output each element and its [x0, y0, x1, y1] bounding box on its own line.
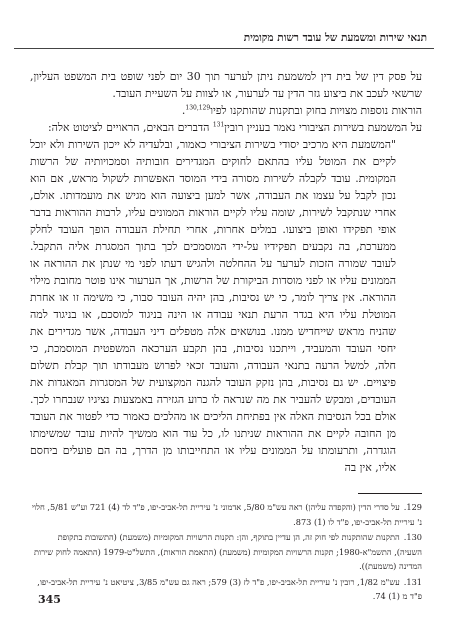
footnote-text: עש"מ 1/82, רובין נ' עיריית תל-אביב-יפו, פ"ד לז (3) 579; ראה גם עש"מ 3/85, ציטיאט נ' עיריית תל-אביב-יפו, פ"ד מ (1) 74.: [37, 576, 422, 601]
block-quote: "המשמעת היא מרכיב יסודי בשירות הציבורי כאמור, ובלעדיה לא ייכון השירות ולא יוכל לקיים את המוטל עליו בהתאם לחוקים המגדירים חובותיה וסמכויותיה של הרשות המקומית. עובד לקבלה לשירות מסורה בידי המוסד האפשרות לשקול מראש, אם הוא נכון לקבל על עצמו את העבודה, אשר למען ביצועה הוא מגיש את מועמדותו. אולם, אחרי שנתקבל לשירות, שומה עליו לקיים הוראות הממונים עליו, לרבות ההוראות בדבר אופי תפקידו ואופן ביצועו. במלים אחרות, אחרי תחילת העבודה הופך העובד לחלק ממערכת, בה נקבעים תפקידיו על-ידי המוסמכים לכך בתוך המסגרת אליה התקבל. לעובד שמורה הזכות לערער על ההחלטה ולהגיש דעתו לפני מי שנתן את ההוראה או הממונים עליו או לפני מוסדות הביקורת של הרשות, אך הערעור אינו פוטר מחובת מילוי ההוראה. אין צריך לומר, כי יש נסיבות, בהן יהיה העובד סבור, כי משימה זו או אחרת המוטלת עליו היא בגדר הרעת תנאי עבודה או הינה בניגוד למוסכם, או בניגוד למה שהניח מראש שייחדיש ממנו. בנושאים אלה מטפלים דיני העבודה, אשר מגדירים את יחסי העובד והמעביד, וייתכנו נסיבות, בהן תקבע הערכאה המשפטית המוסמכת, כי חלה, למשל הרעה בתנאי העבודה, והעובד זכאי לפרוש מעבודתו תוך קבלת תשלום פיצויים. יש גם נסיבות, בהן נזקק העובד להגנה המקצועית של המסגרות המאגדות את העובדים, ומבקש להעביר את מה שנראה לו כרוע הגזירה באמצעות נציגיו שנבחרו לכך. אולם בכל הנסיבות האלה אין בפתיחת הליכים או מהלכים כאמור כדי לפטור את העובד מן החובה לקיים את ההוראות שניתנו לו, כל עוד הוא ממשיך להיות עובד שמשימתו הוגדרה, ותרעומתו על הממונים עליו או התחייבותו מן הדרך, בה הם פועלים ביחסם אליו, אין בה: [30, 138, 396, 474]
page-header: [0, 30, 449, 50]
paragraph-appeal: על פסק דין של בית דין למשמעת ניתן לערער תוך 30 יום לפני שופט בית המשפט העליון, שרשאי לעכב את ביצוע גזר הדין עד לערעור, או לצוות על השעיית העובד.: [30, 70, 422, 100]
page-number: 345: [38, 593, 61, 606]
quote-intro-text-b: הדברים הבאים, הראויים לציטוט אלה:: [48, 121, 213, 134]
quote-intro-text-a: על המשמעת בשירות הציבורי נאמר בעניין רובין: [224, 121, 422, 134]
footnote-number: 129.: [403, 502, 422, 512]
footnote-text: על סדרי הדין (והקפדה עליהן) ראה עש"מ 5/80, אדמוני נ' עיריית תל-אביב-יפו, פ"ד לד (4) 721 וע"ש 5/81, חלוי נ' עיריית תל-אביב-יפו, פ"ד לו (1) 873.: [31, 502, 422, 527]
footnote-130: [30, 530, 422, 574]
footnote-131: [30, 575, 422, 604]
paragraph-quote-intro: [30, 119, 422, 136]
footnote-text: התקנות שהותקנות לפי חוק זה, הן עדיין בתוקף, והן: תקנות הרשויות המקומיות (משמעת) (התשובות בתקופת השעיה), התשמ"א-1980; תקנות הרשויות המקומיות (משמעת) (התאמת הוראות), התשל"ט-1979 (התאמה לחוק שירות המדינה (משמעת)).: [34, 532, 422, 571]
footnote-ref-129-130[interactable]: 130,129: [185, 104, 211, 112]
running-title: תנאי שירות ומשמעת של עובד רשות מקומית: [243, 32, 427, 44]
body-text: [30, 68, 422, 476]
footnote-number: 131.: [403, 576, 422, 587]
footnotes: [30, 500, 422, 605]
footnote-number: 130.: [403, 532, 422, 542]
footnote-129: [30, 500, 422, 529]
footnote-ref-131[interactable]: 131: [212, 121, 225, 129]
paragraph-regulations-text: הוראות נוספות מצויות בחוק ובתקנות שהותקנו לפיו: [210, 104, 422, 117]
header-divider: [14, 48, 434, 49]
footnote-divider: [358, 493, 422, 494]
paragraph-regulations: הוראות נוספות מצויות בחוק ובתקנות שהותקנו לפיו$^{130,129}$.: [181, 104, 422, 117]
